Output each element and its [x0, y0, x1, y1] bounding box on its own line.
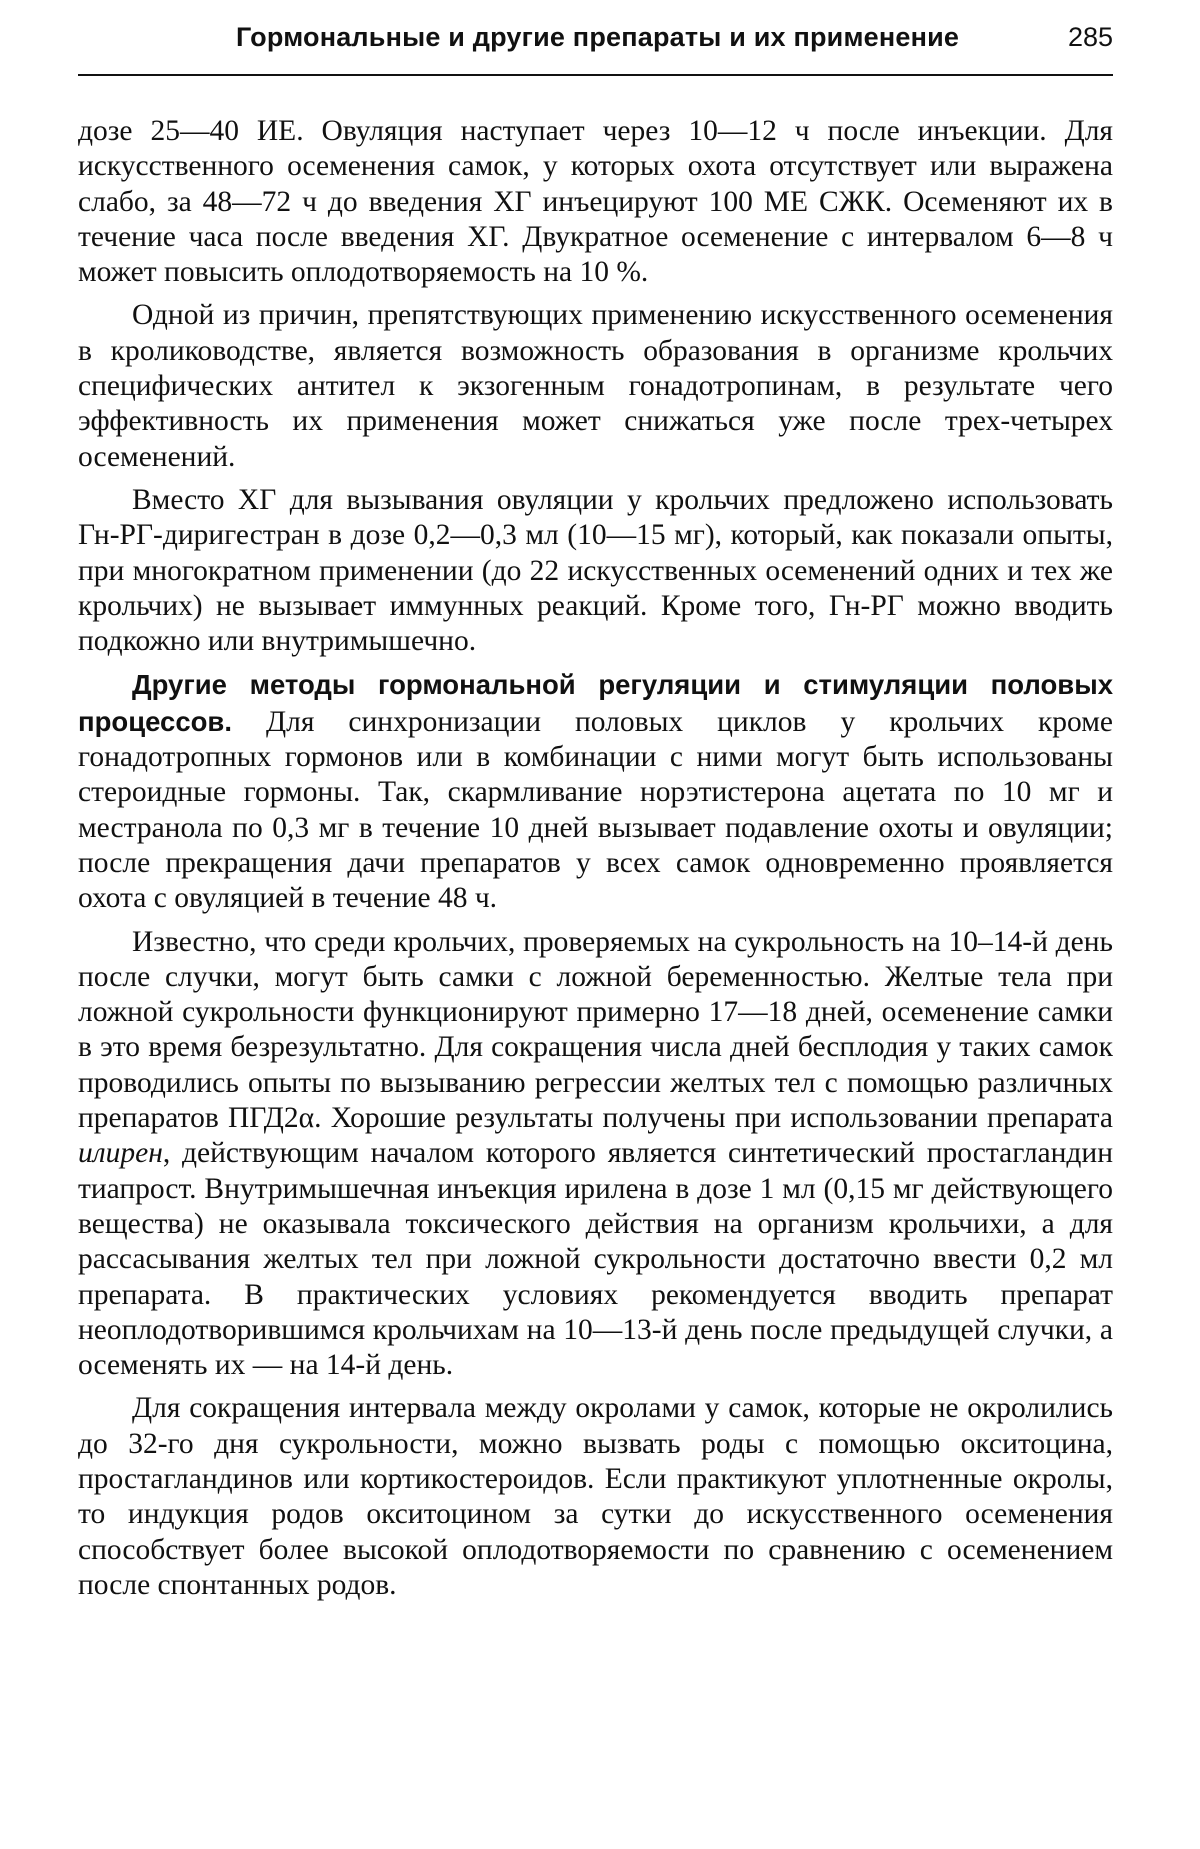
paragraph-gn-rg: Вместо ХГ для вызывания овуляции у крольчих предложено использовать Гн-РГ-диригестран в дозе 0,2—0,3 мл (10—15 мг), который, как показали опыты, при многократном применении (до 22 искусственных осеменений одних и тех же крольчих) не вызывает иммунных реакций. Кроме того, Гн-РГ можно вводить подкожно или внутримышечно.	[78, 483, 1113, 658]
page-number: 285	[1067, 22, 1113, 52]
paragraph-antibodies: Одной из причин, препятствующих применению искусственного осеменения в кролиководстве, является возможность образования в организме крольчих специфических антител к экзогенным гонадотропинам, в результате чего эффективность их применения может снижаться уже после трех-четырех осеменений.	[78, 299, 1113, 473]
paragraph-other-methods	[78, 667, 1113, 916]
header-rule	[78, 74, 1113, 76]
paragraph-false-pregnancy-text-2: , действующим началом которого является синтетический простагландин тиапрост. Внутримышечная инъекция ирилена в дозе 1 мл (0,15 мг действующего вещества) не оказывала токсического действия на организм крольчихи, а для рассасывания желтых тел при ложной сукрольности достаточно ввести 0,2 мл препарата. В практических условиях рекомендуется вводить препарат неоплодотворившимся крольчихам на 10—13-й день после предыдущей случки, а осеменять их — на 14-й день.	[78, 1137, 1113, 1382]
paragraph-false-pregnancy-text-1: Известно, что среди крольчих, проверяемых на сукрольность на 10–14-й день после случки, могут быть самки с ложной беременностью. Желтые тела при ложной сукрольности функционируют примерно 17—18 дней, осеменение самки в это время безрезультатно. Для сокращения числа дней бесплодия у таких самок проводились опыты по вызыванию регрессии желтых тел с помощью различных препаратов ПГД2α. Хорошие результаты получены при использовании препарата	[78, 925, 1113, 1135]
paragraph-false-pregnancy	[78, 925, 1113, 1384]
book-page	[78, 0, 1113, 1603]
page-header	[78, 0, 1113, 78]
paragraph-other-methods-text: Для синхронизации половых циклов у крольчих кроме гонадотропных гормонов или в комбинации с ними могут быть использованы стероидные гормоны. Так, скармливание норэтистерона ацетата по 10 мг и местранола по 0,3 мг в течение 10 дней вызывает подавление охоты и овуляции; после прекращения дачи препаратов у всех самок одновременно проявляется охота с овуляцией в течение 48 ч.	[78, 705, 1113, 915]
paragraph-birth-induction: Для сокращения интервала между окролами у самок, которые не окролились до 32-го дня сукрольности, можно вызвать роды с помощью окситоцина, простагландинов или кортикостероидов. Если практикуют уплотненные окролы, то индукция родов окситоцином за сутки до искусственного осеменения способствует более высокой оплодотворяемости по сравнению с осеменением после спонтанных родов.	[78, 1392, 1113, 1601]
section-lead-heading: Другие методы гормональной регуляции и стимуляции половых процессов.	[78, 669, 1113, 737]
body-text	[78, 114, 1113, 1603]
paragraph-continuation: дозе 25—40 ИЕ. Овуляция наступает через 10—12 ч после инъекции. Для искусственного осеменения самок, у которых охота отсутствует или выражена слабо, за 48—72 ч до введения ХГ инъецируют 100 МЕ СЖК. Осеменяют их в течение часа после введения ХГ. Двукратное осеменение с интервалом 6—8 ч может повысить оплодотворяемость на 10 %.	[78, 115, 1113, 289]
drug-name-italic: илирен	[78, 1137, 163, 1170]
running-title: Гормональные и другие препараты и их применение	[236, 22, 960, 52]
